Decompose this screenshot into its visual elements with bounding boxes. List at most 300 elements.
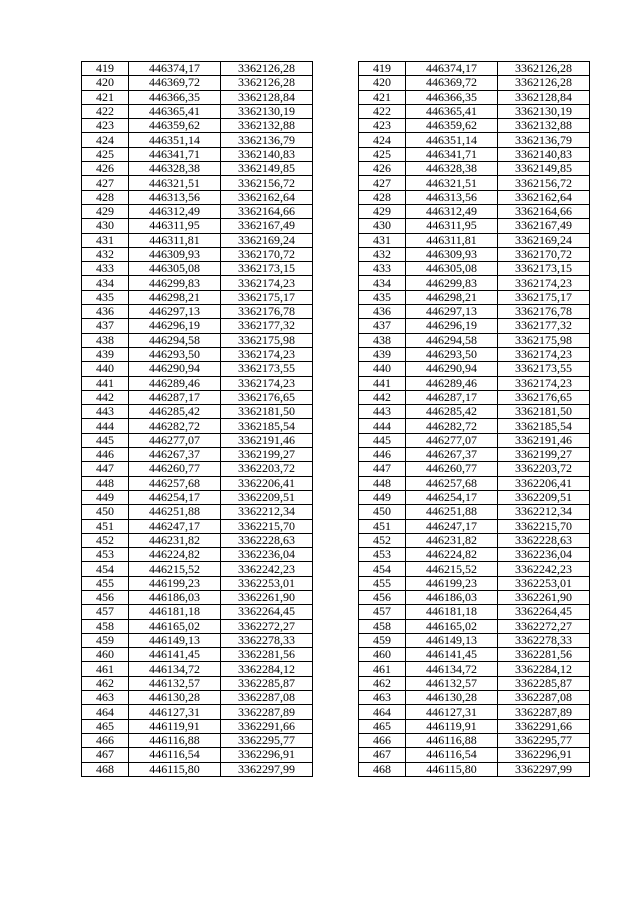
table-row [82, 548, 313, 562]
point-number-cell: 442 [359, 390, 406, 404]
table-row [359, 162, 590, 176]
y-coordinate-cell: 3362169,24 [498, 233, 590, 247]
x-coordinate-cell: 446149,13 [129, 633, 221, 647]
y-coordinate-cell: 3362130,19 [221, 104, 313, 118]
x-coordinate-cell: 446165,02 [406, 619, 498, 633]
x-coordinate-cell: 446267,37 [129, 448, 221, 462]
point-number-cell: 437 [359, 319, 406, 333]
x-coordinate-cell: 446313,56 [129, 190, 221, 204]
table-row [82, 433, 313, 447]
y-coordinate-cell: 3362297,99 [221, 762, 313, 776]
table-row [82, 305, 313, 319]
y-coordinate-cell: 3362140,83 [498, 147, 590, 161]
y-coordinate-cell: 3362199,27 [221, 448, 313, 462]
y-coordinate-cell: 3362162,64 [221, 190, 313, 204]
coordinate-table-body [82, 62, 313, 777]
y-coordinate-cell: 3362170,72 [498, 247, 590, 261]
table-row [82, 176, 313, 190]
y-coordinate-cell: 3362287,89 [498, 705, 590, 719]
x-coordinate-cell: 446341,71 [129, 147, 221, 161]
table-row [359, 490, 590, 504]
y-coordinate-cell: 3362176,65 [498, 390, 590, 404]
x-coordinate-cell: 446374,17 [406, 62, 498, 76]
point-number-cell: 427 [359, 176, 406, 190]
table-row [82, 490, 313, 504]
table-row [82, 562, 313, 576]
y-coordinate-cell: 3362181,50 [498, 405, 590, 419]
x-coordinate-cell: 446290,94 [129, 362, 221, 376]
table-row [82, 505, 313, 519]
point-number-cell: 454 [359, 562, 406, 576]
point-number-cell: 428 [82, 190, 129, 204]
point-number-cell: 424 [359, 133, 406, 147]
point-number-cell: 420 [82, 76, 129, 90]
y-coordinate-cell: 3362242,23 [221, 562, 313, 576]
table-row [359, 76, 590, 90]
table-row [82, 362, 313, 376]
y-coordinate-cell: 3362173,55 [498, 362, 590, 376]
table-row [82, 233, 313, 247]
table-row [82, 62, 313, 76]
x-coordinate-cell: 446115,80 [129, 762, 221, 776]
x-coordinate-cell: 446116,88 [129, 733, 221, 747]
table-row [82, 147, 313, 161]
point-number-cell: 438 [82, 333, 129, 347]
y-coordinate-cell: 3362212,34 [221, 505, 313, 519]
table-row [82, 590, 313, 604]
table-row [82, 633, 313, 647]
point-number-cell: 432 [359, 247, 406, 261]
y-coordinate-cell: 3362174,23 [498, 276, 590, 290]
x-coordinate-cell: 446309,93 [129, 247, 221, 261]
x-coordinate-cell: 446287,17 [129, 390, 221, 404]
point-number-cell: 455 [359, 576, 406, 590]
x-coordinate-cell: 446127,31 [129, 705, 221, 719]
y-coordinate-cell: 3362287,08 [498, 691, 590, 705]
point-number-cell: 431 [82, 233, 129, 247]
point-number-cell: 426 [82, 162, 129, 176]
table-row [359, 376, 590, 390]
table-row [82, 119, 313, 133]
point-number-cell: 435 [359, 290, 406, 304]
y-coordinate-cell: 3362236,04 [221, 548, 313, 562]
x-coordinate-cell: 446134,72 [406, 662, 498, 676]
table-row [359, 247, 590, 261]
point-number-cell: 459 [359, 633, 406, 647]
y-coordinate-cell: 3362181,50 [221, 405, 313, 419]
x-coordinate-cell: 446277,07 [129, 433, 221, 447]
x-coordinate-cell: 446366,35 [129, 90, 221, 104]
x-coordinate-cell: 446257,68 [129, 476, 221, 490]
x-coordinate-cell: 446254,17 [129, 490, 221, 504]
y-coordinate-cell: 3362295,77 [498, 733, 590, 747]
table-row [82, 719, 313, 733]
point-number-cell: 453 [82, 548, 129, 562]
table-row [82, 648, 313, 662]
y-coordinate-cell: 3362174,23 [221, 276, 313, 290]
table-row [359, 347, 590, 361]
point-number-cell: 438 [359, 333, 406, 347]
point-number-cell: 467 [82, 748, 129, 762]
table-row [359, 333, 590, 347]
table-row [359, 176, 590, 190]
table-row [82, 533, 313, 547]
point-number-cell: 451 [359, 519, 406, 533]
point-number-cell: 444 [82, 419, 129, 433]
y-coordinate-cell: 3362296,91 [221, 748, 313, 762]
x-coordinate-cell: 446296,19 [406, 319, 498, 333]
x-coordinate-cell: 446257,68 [406, 476, 498, 490]
point-number-cell: 463 [359, 691, 406, 705]
point-number-cell: 430 [82, 219, 129, 233]
table-row [82, 133, 313, 147]
y-coordinate-cell: 3362296,91 [498, 748, 590, 762]
y-coordinate-cell: 3362278,33 [221, 633, 313, 647]
y-coordinate-cell: 3362199,27 [498, 448, 590, 462]
table-row [82, 762, 313, 776]
point-number-cell: 456 [359, 590, 406, 604]
point-number-cell: 434 [82, 276, 129, 290]
y-coordinate-cell: 3362281,56 [498, 648, 590, 662]
y-coordinate-cell: 3362272,27 [498, 619, 590, 633]
point-number-cell: 427 [82, 176, 129, 190]
point-number-cell: 466 [359, 733, 406, 747]
y-coordinate-cell: 3362209,51 [221, 490, 313, 504]
y-coordinate-cell: 3362173,15 [221, 262, 313, 276]
point-number-cell: 452 [82, 533, 129, 547]
table-row [359, 533, 590, 547]
table-row [82, 204, 313, 218]
point-number-cell: 465 [359, 719, 406, 733]
y-coordinate-cell: 3362175,17 [498, 290, 590, 304]
y-coordinate-cell: 3362140,83 [221, 147, 313, 161]
y-coordinate-cell: 3362215,70 [221, 519, 313, 533]
point-number-cell: 428 [359, 190, 406, 204]
point-number-cell: 436 [359, 305, 406, 319]
point-number-cell: 419 [359, 62, 406, 76]
y-coordinate-cell: 3362176,65 [221, 390, 313, 404]
y-coordinate-cell: 3362174,23 [498, 347, 590, 361]
y-coordinate-cell: 3362149,85 [498, 162, 590, 176]
point-number-cell: 468 [359, 762, 406, 776]
x-coordinate-cell: 446282,72 [406, 419, 498, 433]
point-number-cell: 443 [82, 405, 129, 419]
table-row [82, 733, 313, 747]
point-number-cell: 442 [82, 390, 129, 404]
y-coordinate-cell: 3362136,79 [498, 133, 590, 147]
point-number-cell: 448 [359, 476, 406, 490]
point-number-cell: 465 [82, 719, 129, 733]
x-coordinate-cell: 446224,82 [129, 548, 221, 562]
y-coordinate-cell: 3362173,15 [498, 262, 590, 276]
table-row [359, 719, 590, 733]
x-coordinate-cell: 446351,14 [406, 133, 498, 147]
y-coordinate-cell: 3362206,41 [498, 476, 590, 490]
x-coordinate-cell: 446359,62 [129, 119, 221, 133]
y-coordinate-cell: 3362156,72 [221, 176, 313, 190]
point-number-cell: 429 [359, 204, 406, 218]
x-coordinate-cell: 446277,07 [406, 433, 498, 447]
table-row [359, 147, 590, 161]
y-coordinate-cell: 3362253,01 [498, 576, 590, 590]
table-row [359, 762, 590, 776]
table-row [82, 662, 313, 676]
y-coordinate-cell: 3362177,32 [221, 319, 313, 333]
x-coordinate-cell: 446127,31 [406, 705, 498, 719]
y-coordinate-cell: 3362128,84 [221, 90, 313, 104]
y-coordinate-cell: 3362228,63 [221, 533, 313, 547]
y-coordinate-cell: 3362191,46 [221, 433, 313, 447]
x-coordinate-cell: 446119,91 [129, 719, 221, 733]
y-coordinate-cell: 3362136,79 [221, 133, 313, 147]
x-coordinate-cell: 446294,58 [129, 333, 221, 347]
table-row [82, 419, 313, 433]
y-coordinate-cell: 3362175,17 [221, 290, 313, 304]
point-number-cell: 454 [82, 562, 129, 576]
table-row [359, 748, 590, 762]
x-coordinate-cell: 446134,72 [129, 662, 221, 676]
x-coordinate-cell: 446141,45 [129, 648, 221, 662]
x-coordinate-cell: 446231,82 [129, 533, 221, 547]
point-number-cell: 446 [359, 448, 406, 462]
y-coordinate-cell: 3362297,99 [498, 762, 590, 776]
y-coordinate-cell: 3362176,78 [498, 305, 590, 319]
table-row [82, 276, 313, 290]
point-number-cell: 451 [82, 519, 129, 533]
x-coordinate-cell: 446328,38 [129, 162, 221, 176]
x-coordinate-cell: 446351,14 [129, 133, 221, 147]
x-coordinate-cell: 446289,46 [406, 376, 498, 390]
point-number-cell: 462 [359, 676, 406, 690]
x-coordinate-cell: 446313,56 [406, 190, 498, 204]
table-row [82, 347, 313, 361]
point-number-cell: 433 [82, 262, 129, 276]
x-coordinate-cell: 446298,21 [129, 290, 221, 304]
point-number-cell: 444 [359, 419, 406, 433]
y-coordinate-cell: 3362167,49 [221, 219, 313, 233]
table-row [82, 676, 313, 690]
table-row [359, 676, 590, 690]
x-coordinate-cell: 446130,28 [129, 691, 221, 705]
point-number-cell: 443 [359, 405, 406, 419]
x-coordinate-cell: 446289,46 [129, 376, 221, 390]
x-coordinate-cell: 446215,52 [406, 562, 498, 576]
table-row [82, 619, 313, 633]
table-row [359, 405, 590, 419]
point-number-cell: 426 [359, 162, 406, 176]
table-row [82, 262, 313, 276]
point-number-cell: 420 [359, 76, 406, 90]
table-row [82, 219, 313, 233]
table-row [359, 590, 590, 604]
y-coordinate-cell: 3362253,01 [221, 576, 313, 590]
table-row [359, 662, 590, 676]
y-coordinate-cell: 3362128,84 [498, 90, 590, 104]
y-coordinate-cell: 3362284,12 [498, 662, 590, 676]
point-number-cell: 425 [359, 147, 406, 161]
x-coordinate-cell: 446296,19 [129, 319, 221, 333]
point-number-cell: 436 [82, 305, 129, 319]
x-coordinate-cell: 446311,81 [406, 233, 498, 247]
table-row [359, 276, 590, 290]
x-coordinate-cell: 446305,08 [129, 262, 221, 276]
point-number-cell: 468 [82, 762, 129, 776]
y-coordinate-cell: 3362287,08 [221, 691, 313, 705]
table-row [359, 119, 590, 133]
x-coordinate-cell: 446328,38 [406, 162, 498, 176]
point-number-cell: 458 [359, 619, 406, 633]
x-coordinate-cell: 446165,02 [129, 619, 221, 633]
x-coordinate-cell: 446309,93 [406, 247, 498, 261]
table-row [82, 705, 313, 719]
y-coordinate-cell: 3362174,23 [221, 347, 313, 361]
x-coordinate-cell: 446359,62 [406, 119, 498, 133]
y-coordinate-cell: 3362174,23 [221, 376, 313, 390]
point-number-cell: 457 [359, 605, 406, 619]
x-coordinate-cell: 446290,94 [406, 362, 498, 376]
point-number-cell: 464 [359, 705, 406, 719]
table-row [359, 204, 590, 218]
table-row [359, 219, 590, 233]
table-row [359, 519, 590, 533]
x-coordinate-cell: 446251,88 [406, 505, 498, 519]
point-number-cell: 423 [82, 119, 129, 133]
y-coordinate-cell: 3362174,23 [498, 376, 590, 390]
point-number-cell: 450 [82, 505, 129, 519]
point-number-cell: 455 [82, 576, 129, 590]
y-coordinate-cell: 3362287,89 [221, 705, 313, 719]
point-number-cell: 437 [82, 319, 129, 333]
y-coordinate-cell: 3362126,28 [498, 76, 590, 90]
y-coordinate-cell: 3362126,28 [498, 62, 590, 76]
x-coordinate-cell: 446297,13 [406, 305, 498, 319]
x-coordinate-cell: 446181,18 [406, 605, 498, 619]
x-coordinate-cell: 446369,72 [406, 76, 498, 90]
y-coordinate-cell: 3362173,55 [221, 362, 313, 376]
table-row [359, 419, 590, 433]
table-row [359, 290, 590, 304]
table-row [359, 476, 590, 490]
point-number-cell: 446 [82, 448, 129, 462]
point-number-cell: 460 [82, 648, 129, 662]
x-coordinate-cell: 446231,82 [406, 533, 498, 547]
x-coordinate-cell: 446116,54 [406, 748, 498, 762]
y-coordinate-cell: 3362285,87 [498, 676, 590, 690]
x-coordinate-cell: 446130,28 [406, 691, 498, 705]
y-coordinate-cell: 3362130,19 [498, 104, 590, 118]
x-coordinate-cell: 446247,17 [406, 519, 498, 533]
x-coordinate-cell: 446181,18 [129, 605, 221, 619]
x-coordinate-cell: 446132,57 [406, 676, 498, 690]
point-number-cell: 432 [82, 247, 129, 261]
table-row [359, 548, 590, 562]
point-number-cell: 463 [82, 691, 129, 705]
y-coordinate-cell: 3362175,98 [498, 333, 590, 347]
table-row [359, 104, 590, 118]
point-number-cell: 440 [359, 362, 406, 376]
x-coordinate-cell: 446311,95 [406, 219, 498, 233]
y-coordinate-cell: 3362291,66 [498, 719, 590, 733]
x-coordinate-cell: 446149,13 [406, 633, 498, 647]
point-number-cell: 452 [359, 533, 406, 547]
x-coordinate-cell: 446247,17 [129, 519, 221, 533]
y-coordinate-cell: 3362132,88 [221, 119, 313, 133]
point-number-cell: 458 [82, 619, 129, 633]
x-coordinate-cell: 446299,83 [406, 276, 498, 290]
y-coordinate-cell: 3362228,63 [498, 533, 590, 547]
x-coordinate-cell: 446305,08 [406, 262, 498, 276]
y-coordinate-cell: 3362203,72 [498, 462, 590, 476]
point-number-cell: 457 [82, 605, 129, 619]
table-row [82, 748, 313, 762]
x-coordinate-cell: 446132,57 [129, 676, 221, 690]
x-coordinate-cell: 446115,80 [406, 762, 498, 776]
table-row [359, 305, 590, 319]
x-coordinate-cell: 446293,50 [406, 347, 498, 361]
y-coordinate-cell: 3362164,66 [498, 204, 590, 218]
x-coordinate-cell: 446297,13 [129, 305, 221, 319]
table-row [82, 691, 313, 705]
table-row [82, 319, 313, 333]
x-coordinate-cell: 446341,71 [406, 147, 498, 161]
y-coordinate-cell: 3362209,51 [498, 490, 590, 504]
table-row [359, 319, 590, 333]
y-coordinate-cell: 3362170,72 [221, 247, 313, 261]
point-number-cell: 445 [82, 433, 129, 447]
x-coordinate-cell: 446254,17 [406, 490, 498, 504]
table-row [359, 262, 590, 276]
table-row [359, 448, 590, 462]
y-coordinate-cell: 3362281,56 [221, 648, 313, 662]
x-coordinate-cell: 446141,45 [406, 648, 498, 662]
x-coordinate-cell: 446369,72 [129, 76, 221, 90]
point-number-cell: 430 [359, 219, 406, 233]
x-coordinate-cell: 446366,35 [406, 90, 498, 104]
point-number-cell: 447 [359, 462, 406, 476]
point-number-cell: 421 [359, 90, 406, 104]
table-row [359, 190, 590, 204]
y-coordinate-cell: 3362284,12 [221, 662, 313, 676]
y-coordinate-cell: 3362156,72 [498, 176, 590, 190]
x-coordinate-cell: 446285,42 [406, 405, 498, 419]
point-number-cell: 441 [359, 376, 406, 390]
table-row [359, 133, 590, 147]
x-coordinate-cell: 446299,83 [129, 276, 221, 290]
point-number-cell: 461 [82, 662, 129, 676]
point-number-cell: 421 [82, 90, 129, 104]
point-number-cell: 447 [82, 462, 129, 476]
y-coordinate-cell: 3362295,77 [221, 733, 313, 747]
point-number-cell: 439 [82, 347, 129, 361]
x-coordinate-cell: 446260,77 [129, 462, 221, 476]
point-number-cell: 464 [82, 705, 129, 719]
table-row [359, 562, 590, 576]
table-row [82, 104, 313, 118]
table-row [359, 90, 590, 104]
point-number-cell: 435 [82, 290, 129, 304]
point-number-cell: 429 [82, 204, 129, 218]
y-coordinate-cell: 3362203,72 [221, 462, 313, 476]
table-row [359, 648, 590, 662]
x-coordinate-cell: 446215,52 [129, 562, 221, 576]
table-row [82, 476, 313, 490]
x-coordinate-cell: 446260,77 [406, 462, 498, 476]
x-coordinate-cell: 446199,23 [406, 576, 498, 590]
table-row [359, 733, 590, 747]
y-coordinate-cell: 3362162,64 [498, 190, 590, 204]
y-coordinate-cell: 3362264,45 [221, 605, 313, 619]
table-row [82, 462, 313, 476]
